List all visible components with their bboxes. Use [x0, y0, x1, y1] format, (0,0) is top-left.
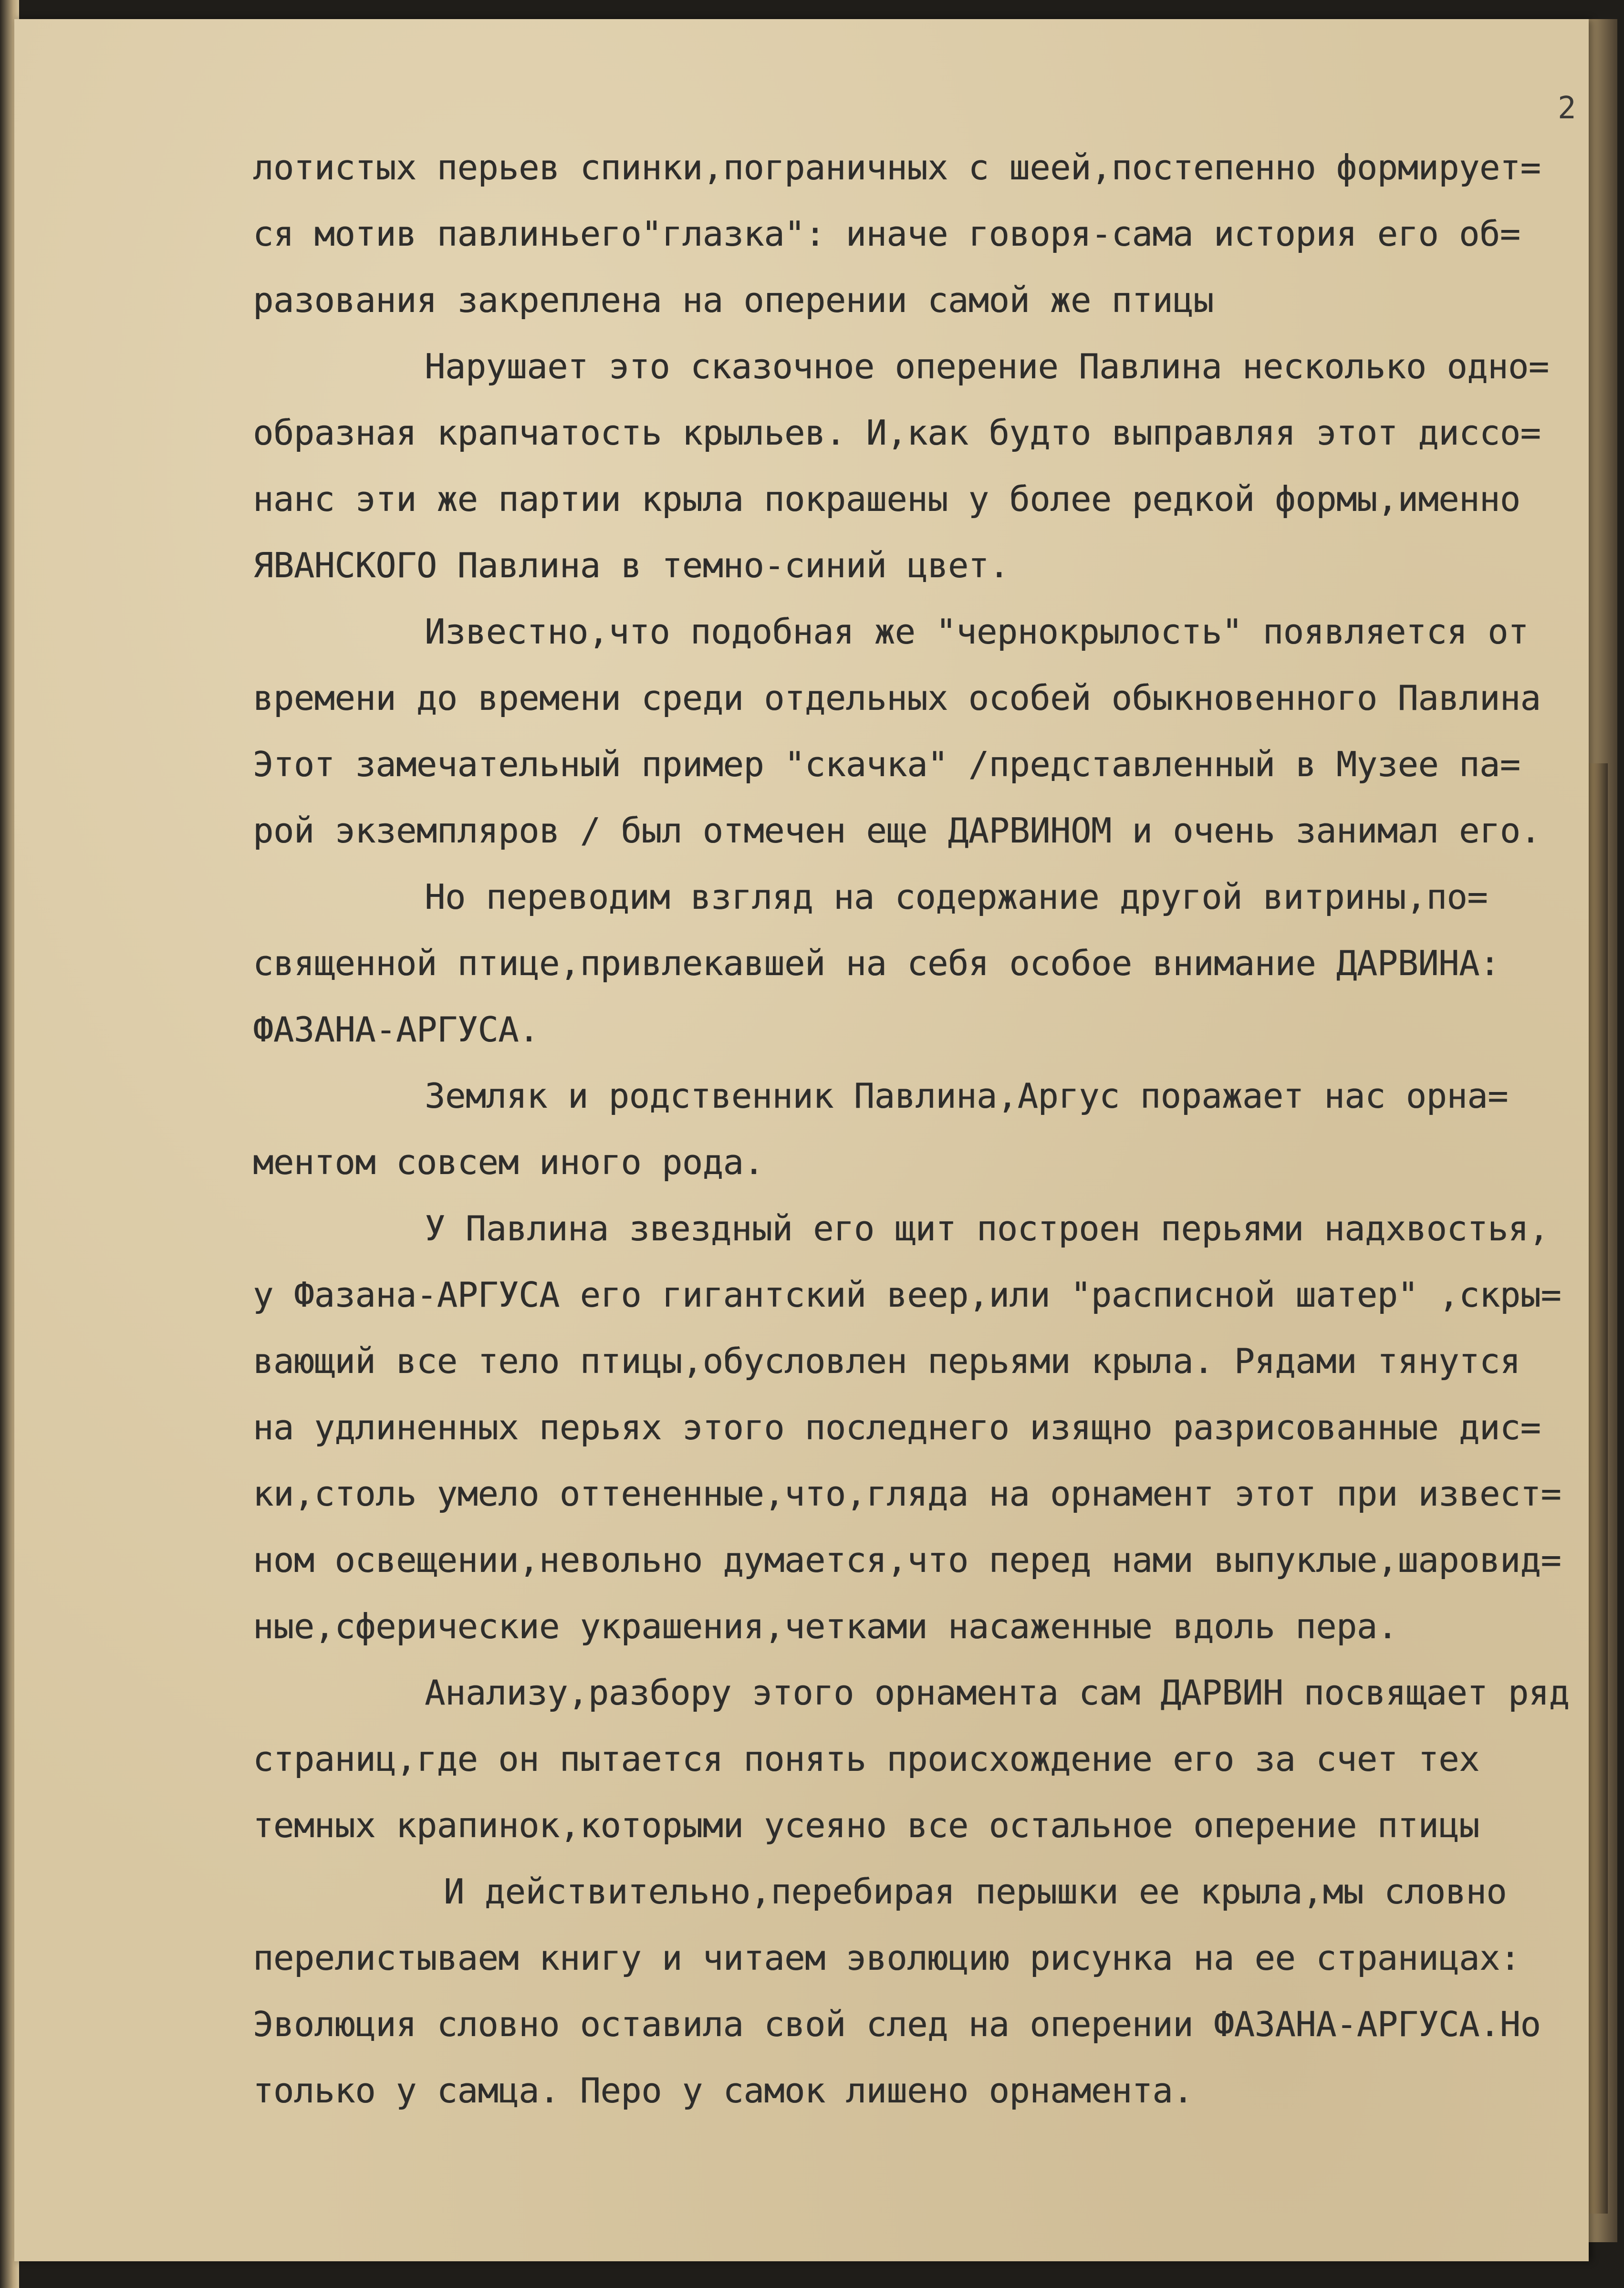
text-line: Эволюция словно оставила свой след на оперении ФАЗАНА-АРГУСА.Но [253, 2004, 1541, 2044]
text-line: ментом совсем иного рода. [253, 1142, 764, 1182]
text-line: ФАЗАНА-АРГУСА. [253, 1009, 539, 1050]
text-line: У Павлина звездный его щит построен перьями надхвостья, [425, 1208, 1549, 1248]
text-line: Но переводим взгляд на содержание другой витрины,по= [425, 877, 1488, 917]
text-line: ся мотив павлиньего"глазка": иначе говоря-сама история его об= [253, 214, 1520, 254]
text-line: образная крапчатость крыльев. И,как будто выправляя этот диссо= [253, 413, 1541, 453]
text-line: Этот замечательный пример "скачка" /представленный в Музее па= [253, 744, 1520, 784]
page-number: 2 [1558, 91, 1576, 126]
text-line: ки,столь умело оттененные,что,гляда на орнамент этот при извест= [253, 1474, 1562, 1514]
text-line: времени до времени среди отдельных особей обыкновенного Павлина [253, 678, 1541, 718]
text-line: Известно,что подобная же "чернокрылость" появляется от [425, 612, 1529, 652]
text-line: на удлиненных перьях этого последнего изящно разрисованные дис= [253, 1407, 1541, 1447]
text-line: ном освещении,невольно думается,что перед нами выпуклые,шаровид= [253, 1540, 1562, 1580]
text-line: священной птице,привлекавшей на себя особое внимание ДАРВИНА: [253, 943, 1500, 983]
text-line: у Фазана-АРГУСА его гигантский веер,или "расписной шатер" ,скры= [253, 1275, 1562, 1315]
text-line: перелистываем книгу и читаем эволюцию рисунка на ее страницах: [253, 1938, 1520, 1978]
text-line: темных крапинок,которыми усеяно все остальное оперение птицы [253, 1805, 1479, 1845]
text-line: Анализу,разбору этого орнамента сам ДАРВИН посвящает ряд [425, 1673, 1570, 1713]
text-line: Земляк и родственник Павлина,Аргус поражает нас орна= [425, 1076, 1508, 1116]
typed-text-body [253, 135, 1622, 2124]
text-line: разования закреплена на оперении самой же птицы [253, 280, 1214, 320]
text-line: страниц,где он пытается понять происхождение его за счет тех [253, 1739, 1479, 1779]
text-line: Нарушает это сказочное оперение Павлина несколько одно= [425, 346, 1549, 386]
text-line: ные,сферические украшения,четками насаженные вдоль пера. [253, 1606, 1398, 1646]
text-line: И действительно,перебирая перышки ее крыла,мы словно [444, 1872, 1507, 1912]
text-line: рой экземпляров / был отмечен еще ДАРВИНОМ и очень занимал его. [253, 811, 1541, 851]
text-line: лотистых перьев спинки,пограничных с шеей,постепенно формирует= [253, 147, 1541, 187]
text-line: ЯВАНСКОГО Павлина в темно-синий цвет. [253, 545, 1010, 585]
text-line: нанс эти же партии крыла покрашены у более редкой формы,именно [253, 479, 1520, 519]
text-line: только у самца. Перо у самок лишено орнамента. [253, 2070, 1193, 2111]
text-line: вающий все тело птицы,обусловлен перьями крыла. Рядами тянутся [253, 1341, 1520, 1381]
